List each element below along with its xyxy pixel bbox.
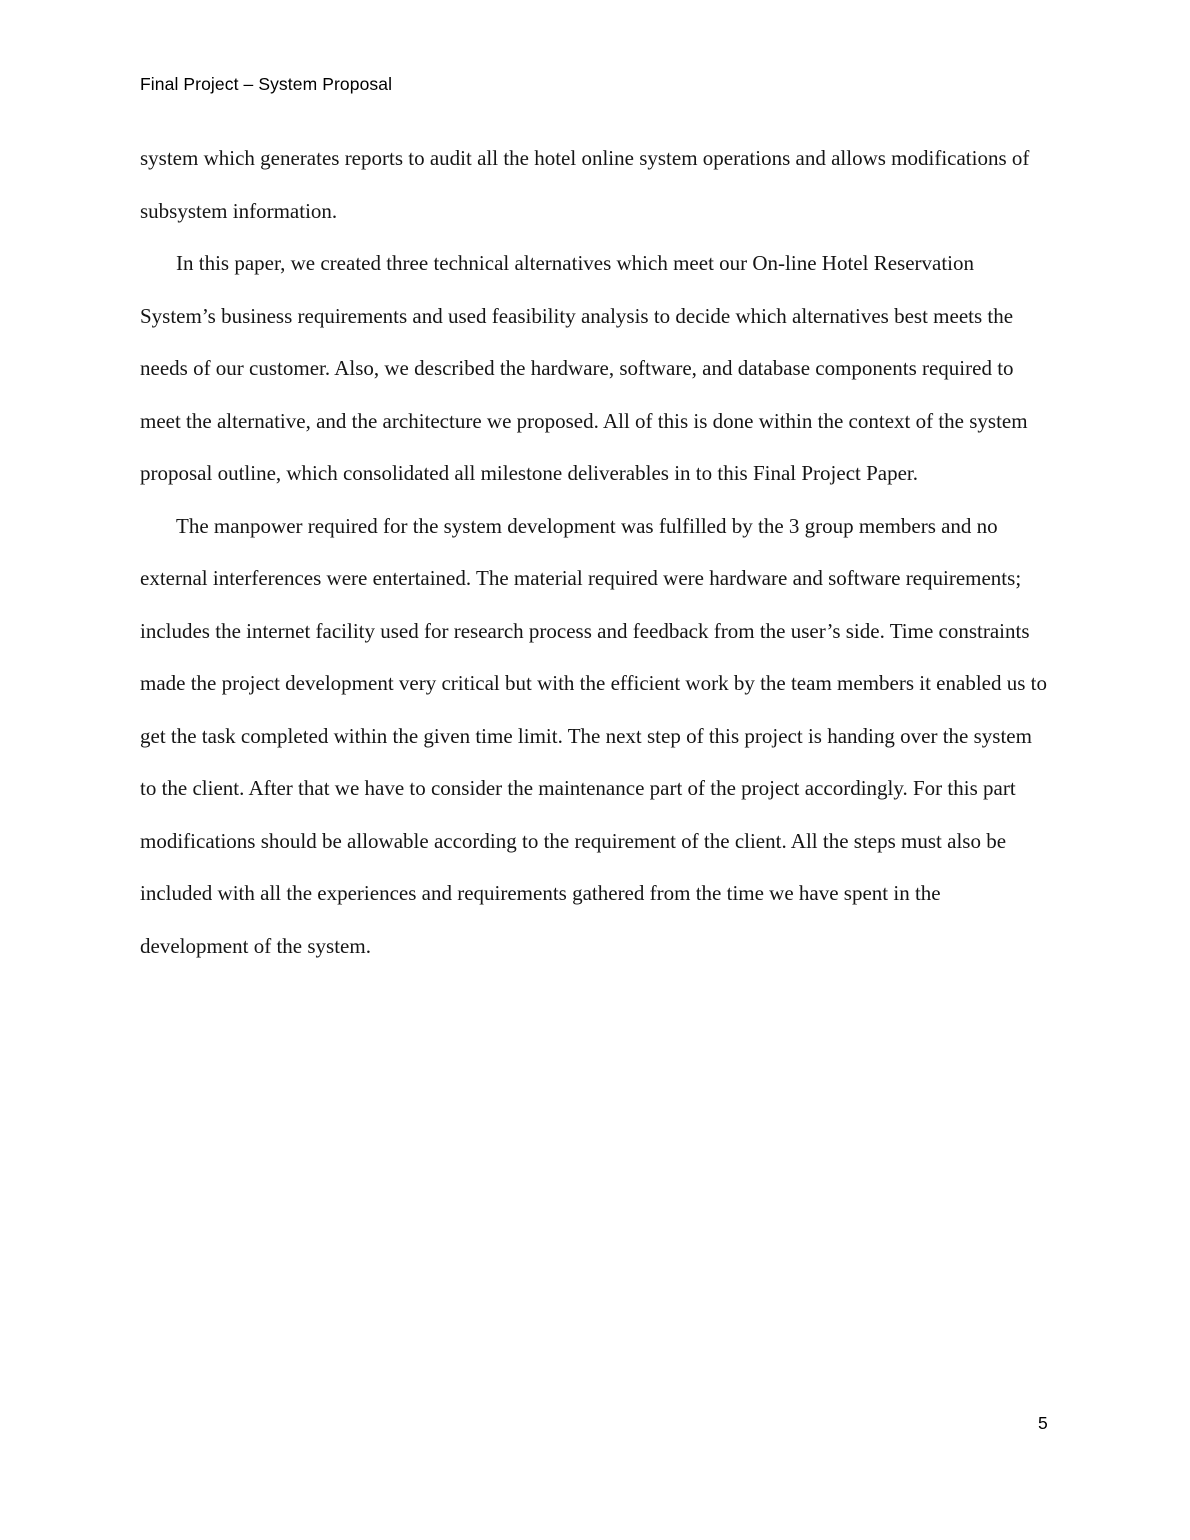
paragraph: system which generates reports to audit all the hotel online system operations and allows modifications of subsystem information.	[140, 146, 1030, 223]
paragraph: The manpower required for the system development was fulfilled by the 3 group members and no external interferences were entertained. The material required were hardware and software requirements; includes the internet facility used for research process and feedback from the user’s side. Time constraints made the project development very critical but with the efficient work by the team members it enabled us to get the task completed within the given time limit. The next step of this project is handing over the system to the client. After that we have to consider the maintenance part of the project accordingly. For this part modifications should be allowable according to the requirement of the client. All the steps must also be included with all the experiences and requirements gathered from the time we have spent in the development of the system.	[140, 513, 1047, 958]
document-body	[140, 132, 1050, 972]
paragraph: In this paper, we created three technical alternatives which meet our On-line Hotel Reservation System’s business requirements and used feasibility analysis to decide which alternatives best meets the needs of our customer. Also, we described the hardware, software, and database components required to meet the alternative, and the architecture we proposed. All of this is done within the context of the system proposal outline, which consolidated all milestone deliverables in to this Final Project Paper.	[140, 251, 1028, 485]
page-number: 5	[1038, 1413, 1048, 1433]
document-header-title: Final Project – System Proposal	[140, 74, 393, 94]
